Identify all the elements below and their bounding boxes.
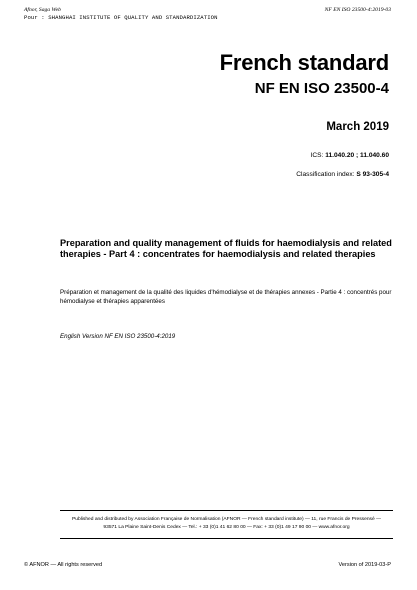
document-title-fr: Préparation et management de la qualité des liquides d'hémodialyse et de thérapies annexes - Partie 4 : concentrés pour hémodialyse et thérapies apparentées <box>60 289 392 305</box>
page-title: French standard <box>219 50 389 75</box>
ics-line <box>311 152 389 159</box>
header-licensee: Pour : SHANGHAI INSTITUTE OF QUALITY AND STANDARDIZATION <box>24 14 218 22</box>
english-version: English Version NF EN ISO 23500-4:2019 <box>60 333 176 340</box>
standard-reference: NF EN ISO 23500-4 <box>254 80 389 97</box>
publication-date: March 2019 <box>326 121 389 133</box>
footer-divider-bottom <box>60 538 393 539</box>
classification-value: S 93-305-4 <box>356 171 389 178</box>
publisher-line-2: 93571 La Plaine Saint-Denis Cedex — Tel.: + 33 (0)1 41 62 80 00 — Fax: + 33 (0)1 49 17 90 00 — www.afnor.org <box>103 524 350 530</box>
publisher-line-1: Published and distributed by Association Française de Normalisation (AFNOR — French standard institute) — 11, rue Francis de Pressensé — <box>72 517 381 522</box>
header-source: Afnor, Saga Web <box>24 7 61 13</box>
ics-label: ICS: <box>310 152 324 159</box>
copyright: © AFNOR — All rights reserved <box>24 562 103 568</box>
version-footer: Version of 2019-03-P <box>338 562 391 568</box>
classification-line <box>296 171 389 178</box>
document-title-en: Preparation and quality management of fluids for haemodialysis and related therapies - Part 4 : concentrates for haemodialysis and related therapies <box>60 238 392 260</box>
classification-label: Classification index: <box>296 171 355 178</box>
footer-divider-top <box>60 510 393 511</box>
ics-value: 11.040.20 ; 11.040.60 <box>325 152 389 159</box>
publisher-info <box>60 516 393 531</box>
header-left <box>24 7 218 21</box>
header-doc-ref: NF EN ISO 23500-4:2019-03 <box>324 7 391 13</box>
